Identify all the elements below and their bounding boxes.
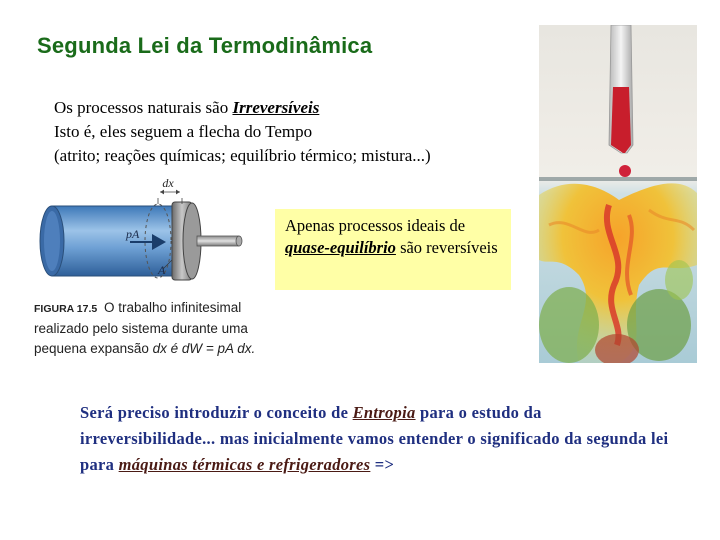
dye-droplet (619, 165, 631, 177)
quasi-equilibrium-term: quase-equilíbrio (285, 238, 396, 257)
entropy-term: Entropia (352, 403, 416, 422)
figure-caption-text: O trabalho infinitesimal realizado pelo sistema durante uma pequena expansão (34, 300, 248, 356)
intro-line-1 (54, 96, 431, 120)
reversible-callout-box (275, 209, 511, 290)
irreversible-term: Irreversíveis (232, 98, 320, 117)
slide-title: Segunda Lei da Termodinâmica (37, 33, 373, 58)
conclusion-part-3: => (370, 455, 395, 474)
force-label: pA (126, 227, 140, 241)
conclusion-part-1: Será preciso introduzir o conceito de (80, 403, 353, 422)
figure-caption (34, 298, 274, 359)
machines-term: máquinas térmicas e refrigeradores (118, 455, 371, 474)
figure-caption-label: FIGURA 17.5 (34, 303, 98, 315)
dye-diffusion-photo (539, 25, 697, 363)
callout-suffix: são reversíveis (395, 238, 498, 257)
intro-line-3: (atrito; reações químicas; equilíbrio térmico; mistura...) (54, 146, 431, 165)
intro-line-1-prefix: Os processos naturais são (54, 98, 233, 117)
conclusion-text (80, 400, 680, 478)
callout-prefix: Apenas processos ideais de (285, 216, 466, 235)
intro-text (54, 96, 431, 168)
figure-caption-formula: dx é dW = pA dx. (152, 341, 256, 356)
area-label: A (158, 263, 166, 277)
piston-rod (197, 236, 239, 246)
conclusion-part-2: para o estudo da irreversibilidade... mas inicialmente vamos entender o significado da segunda lei para (80, 403, 669, 474)
dx-label: dx (162, 176, 174, 190)
intro-line-2: Isto é, eles seguem a flecha do Tempo (54, 122, 313, 141)
